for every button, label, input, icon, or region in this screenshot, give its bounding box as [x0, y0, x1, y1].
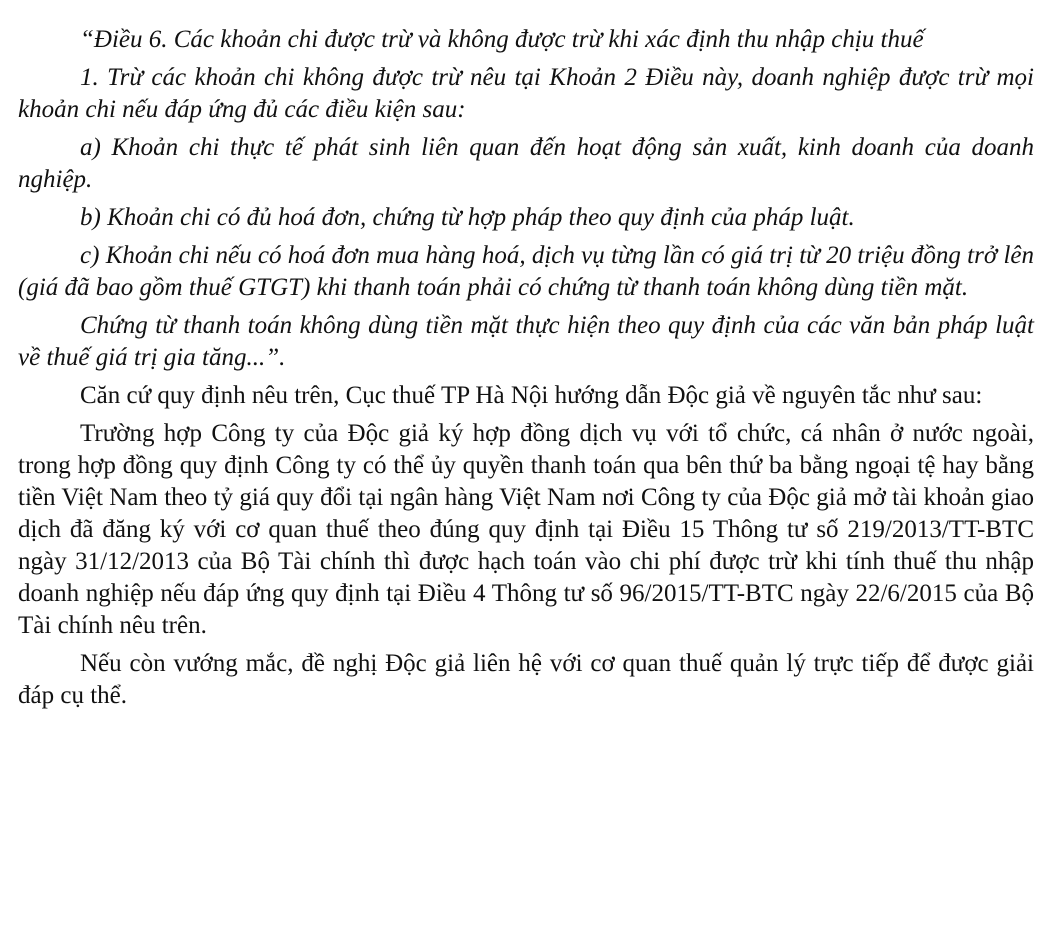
quote-article-heading: “Điều 6. Các khoản chi được trừ và không được trừ khi xác định thu nhập chịu thuế — [80, 26, 924, 53]
quote-condition-b: b) Khoản chi có đủ hoá đơn, chứng từ hợp pháp theo quy định của pháp luật. — [80, 204, 855, 231]
quote-noncash-note: Chứng từ thanh toán không dùng tiền mặt thực hiện theo quy định của các văn bản pháp luật về thuế giá trị gia tăng...”. — [18, 312, 1034, 371]
guidance-contact: Nếu còn vướng mắc, đề nghị Độc giả liên hệ với cơ quan thuế quản lý trực tiếp để được giải đáp cụ thể. — [18, 650, 1034, 709]
guidance-intro: Căn cứ quy định nêu trên, Cục thuế TP Hà Nội hướng dẫn Độc giả về nguyên tắc như sau: — [80, 382, 983, 409]
quote-condition-c: c) Khoản chi nếu có hoá đơn mua hàng hoá, dịch vụ từng lần có giá trị từ 20 triệu đồng trở lên (giá đã bao gồm thuế GTGT) khi thanh toán phải có chứng từ thanh toán không dùng tiền mặt. — [18, 242, 1034, 301]
quote-clause-1: 1. Trừ các khoản chi không được trừ nêu tại Khoản 2 Điều này, doanh nghiệp được trừ mọi khoản chi nếu đáp ứng đủ các điều kiện sau: — [18, 64, 1034, 123]
guidance-case: Trường hợp Công ty của Độc giả ký hợp đồng dịch vụ với tổ chức, cá nhân ở nước ngoài, trong hợp đồng quy định Công ty có thể ủy quyền thanh toán qua bên thứ ba bằng ngoại tệ hay bằng tiền Việt Nam theo tỷ giá quy đổi tại ngân hàng Việt Nam nơi Công ty của Độc giả mở tài khoản giao dịch đã đăng ký với cơ quan thuế theo đúng quy định tại Điều 15 Thông tư số 219/2013/TT-BTC ngày 31/12/2013 của Bộ Tài chính thì được hạch toán vào chi phí được trừ khi tính thuế thu nhập doanh nghiệp nếu đáp ứng quy định tại Điều 4 Thông tư số 96/2015/TT-BTC ngày 22/6/2015 của Bộ Tài chính nêu trên. — [18, 420, 1034, 639]
quote-condition-a: a) Khoản chi thực tế phát sinh liên quan đến hoạt động sản xuất, kinh doanh của doanh nghiệp. — [18, 134, 1034, 193]
document-page — [18, 0, 1034, 718]
